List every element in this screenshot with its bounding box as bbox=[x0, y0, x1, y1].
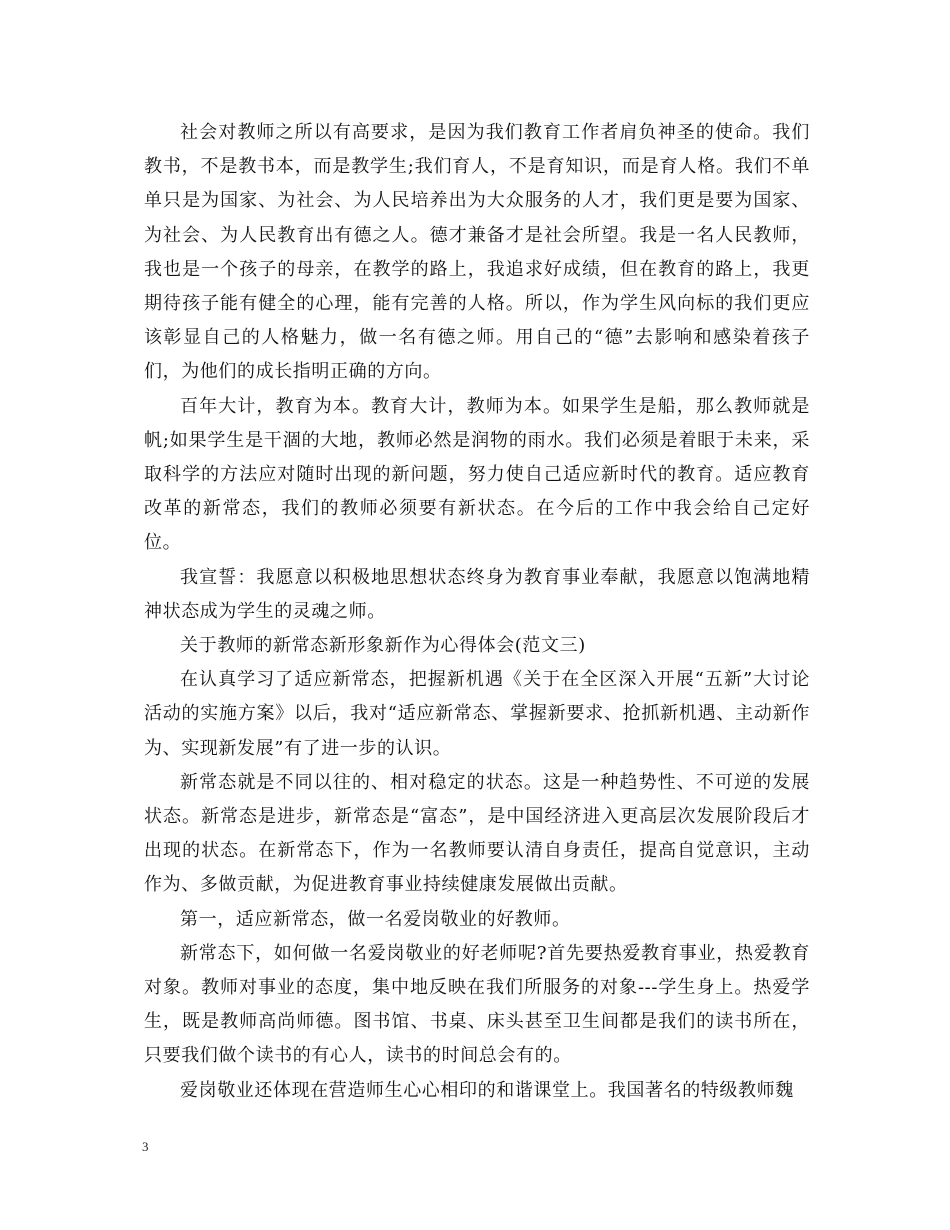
body-paragraph: 百年大计，教育为本。教育大计，教师为本。如果学生是船，那么教师就是帆;如果学生是干涸的大地，教师必然是润物的雨水。我们必须是着眼于未来，采取科学的方法应对随时出现的新问题，努力使自己适应新时代的教育。适应教育改革的新常态，我们的教师必须要有新状态。在今后的工作中我会给自己定好位。 bbox=[144, 395, 810, 554]
body-paragraph: 社会对教师之所以有高要求，是因为我们教育工作者肩负神圣的使命。我们教书，不是教书本，而是教学生;我们育人，不是育知识，而是育人格。我们不单单只是为国家、为社会、为人民培养出为大众服务的人才，我们更是要为国家、为社会、为人民教育出有德之人。德才兼备才是社会所望。我是一名人民教师，我也是一个孩子的母亲，在教学的路上，我追求好成绩，但在教育的路上，我更期待孩子能有健全的心理，能有完善的人格。所以，作为学生风向标的我们更应该彰显自己的人格魅力，做一名有德之师。用自己的“德”去影响和感染着孩子们，为他们的成长指明正确的方向。 bbox=[144, 122, 810, 383]
body-paragraph: 新常态下，如何做一名爱岗敬业的好老师呢?首先要热爱教育事业，热爱教育对象。教师对事业的态度，集中地反映在我们所服务的对象---学生身上。热爱学生，既是教师高尚师德。图书馆、书桌、床头甚至卫生间都是我们的读书所在，只要我们做个读书的有心人，读书的时间总会有的。 bbox=[144, 942, 810, 1067]
page-number: 3 bbox=[142, 1139, 149, 1154]
document-body bbox=[144, 116, 810, 1108]
body-paragraph: 我宣誓：我愿意以积极地思想状态终身为教育事业奉献，我愿意以饱满地精神状态成为学生的灵魂之师。 bbox=[144, 566, 810, 622]
body-paragraph: 在认真学习了适应新常态，把握新机遇《关于在全区深入开展“五新”大讨论活动的实施方案》以后，我对“适应新常态、掌握新要求、抢抓新机遇、主动新作为、实现新发展”有了进一步的认识。 bbox=[144, 669, 810, 759]
body-paragraph: 爱岗敬业还体现在营造师生心心相印的和谐课堂上。我国著名的特级教师魏 bbox=[180, 1079, 794, 1101]
body-paragraph: 新常态就是不同以往的、相对稳定的状态。这是一种趋势性、不可逆的发展状态。新常态是进步，新常态是“富态”，是中国经济进入更高层次发展阶段后才出现的状态。在新常态下，作为一名教师要认清自身责任，提高自觉意识，主动作为、多做贡献，为促进教育事业持续健康发展做出贡献。 bbox=[144, 771, 810, 896]
section-heading: 关于教师的新常态新形象新作为心得体会(范文三) bbox=[180, 635, 586, 657]
body-paragraph: 第一，适应新常态，做一名爱岗敬业的好教师。 bbox=[180, 908, 571, 930]
